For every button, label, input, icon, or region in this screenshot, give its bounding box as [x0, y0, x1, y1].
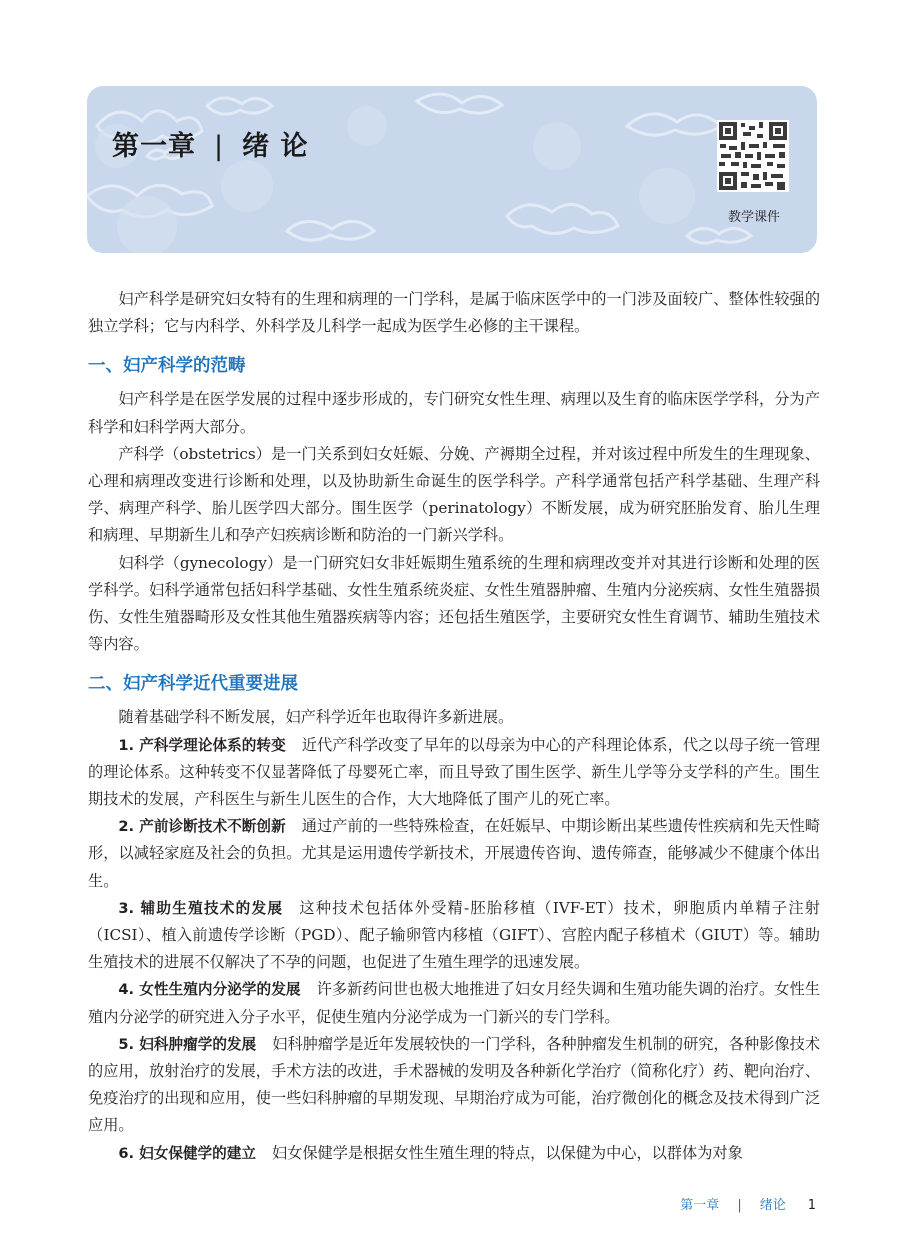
progress-point-text: 这种技术包括体外受精-胚胎移植（IVF-ET）技术，卵胞质内单精子注射（ICSI）、植入前遗传学诊断（PGD）、配子输卵管内移植（GIFT）、宫腔内配子移植术（GIUT）等。辅助生殖技术的进展不仅解决了不孕的问题，也促进了生殖生理学的迅速发展。: [88, 898, 820, 972]
progress-point: [88, 1031, 820, 1140]
footer-title: 绪论: [759, 1198, 786, 1213]
chapter-title: [112, 124, 309, 163]
page-body: [88, 286, 820, 1167]
progress-point-text: 通过产前的一些特殊检查，在妊娠早、中期诊断出某些遗传性疾病和先天性畸形，以减轻家庭及社会的负担。尤其是运用遗传学新技术，开展遗传咨询、遗传筛查，能够减少不健康个体出生。: [88, 817, 821, 890]
title-separator: |: [214, 131, 225, 162]
progress-point-title: 6. 妇女保健学的建立: [118, 1144, 256, 1162]
section-heading-scope: 一、妇产科学的范畴: [88, 356, 246, 377]
footer-separator: |: [737, 1198, 742, 1213]
progress-point-text: 许多新药问世也极大地推进了妇女月经失调和生殖功能失调的治疗。女性生殖内分泌学的研究进入分子水平，促使生殖内分泌学成为一门新兴的专门学科。: [88, 980, 821, 1026]
progress-point: [88, 813, 820, 895]
chapter-name: 绪 论: [242, 131, 309, 162]
progress-point-title: 4. 女性生殖内分泌学的发展: [118, 981, 301, 999]
chapter-banner: [87, 86, 817, 253]
progress-point-title: 5. 妇科肿瘤学的发展: [118, 1035, 257, 1053]
section1-paragraph: 妇科学（gynecology）是一门研究妇女非妊娠期生殖系统的生理和病理改变并对其进行诊断和处理的医学科学。妇科学通常包括妇科学基础、女性生殖系统炎症、女性生殖器肿瘤、生殖内分泌疾病、女性生殖器损伤、女性生殖器畸形及女性其他生殖器疾病等内容；还包括生殖医学，主要研究女性生育调节、辅助生殖技术等内容。: [88, 553, 820, 654]
progress-point-text: 妇女保健学是根据女性生殖生理的特点，以保健为中心，以群体为对象: [271, 1143, 743, 1162]
qr-code-icon[interactable]: [717, 120, 789, 192]
progress-point: [88, 895, 820, 977]
page-footer: [680, 1194, 816, 1213]
page-number: 1: [807, 1198, 816, 1213]
qr-caption: 教学课件: [727, 210, 780, 225]
section-heading-progress: 二、妇产科学近代重要进展: [88, 674, 298, 695]
intro-paragraph: 妇产科学是研究妇女特有的生理和病理的一门学科，是属于临床医学中的一门涉及面较广、整体性较强的独立学科；它与内科学、外科学及儿科学一起成为医学生必修的主干课程。: [88, 290, 820, 336]
progress-point-title: 3. 辅助生殖技术的发展: [118, 899, 284, 917]
progress-point-text: 妇科肿瘤学是近年发展较快的一门学科，各种肿瘤发生机制的研究，各种影像技术的应用，放射治疗的发展，手术方法的改进，手术器械的发明及各种新化学治疗（简称化疗）药、靶向治疗、免疫治疗的出现和应用，使一些妇科肿瘤的早期发现、早期治疗成为可能，治疗微创化的概念及技术得到广泛应用。: [88, 1034, 821, 1135]
progress-point-text: 近代产科学改变了早年的以母亲为中心的产科理论体系，代之以母子统一管理的理论体系。这种转变不仅显著降低了母婴死亡率，而且导致了围生医学、新生儿学等分支学科的产生。围生期技术的发展，产科医生与新生儿医生的合作，大大地降低了围产儿的死亡率。: [88, 735, 821, 809]
section1-paragraph: 产科学（obstetrics）是一门关系到妇女妊娠、分娩、产褥期全过程，并对该过程中所发生的生理现象、心理和病理改变进行诊断和处理，以及协助新生命诞生的医学科学。产科学通常包括产科学基础、生理产科学、病理产科学、胎儿医学四大部分。围生医学（perinatology）不断发展，成为研究胚胎发育、胎儿生理和病理、早期新生儿和孕产妇疾病诊断和防治的一门新兴学科。: [88, 444, 820, 545]
progress-point: [88, 732, 820, 814]
section1-paragraph: 妇产科学是在医学发展的过程中逐步形成的，专门研究女性生理、病理以及生育的临床医学学科，分为产科学和妇科学两大部分。: [88, 390, 820, 436]
footer-chapter: 第一章: [680, 1198, 720, 1213]
progress-point: [88, 976, 820, 1030]
section2-lead: 随着基础学科不断发展，妇产科学近年也取得许多新进展。: [118, 708, 514, 727]
progress-point: [88, 1140, 820, 1167]
chapter-label: 第一章: [112, 131, 196, 162]
progress-point-title: 2. 产前诊断技术不断创新: [118, 818, 286, 836]
progress-point-title: 1. 产科学理论体系的转变: [118, 736, 286, 754]
cloud-pattern-decoration: [87, 86, 817, 253]
